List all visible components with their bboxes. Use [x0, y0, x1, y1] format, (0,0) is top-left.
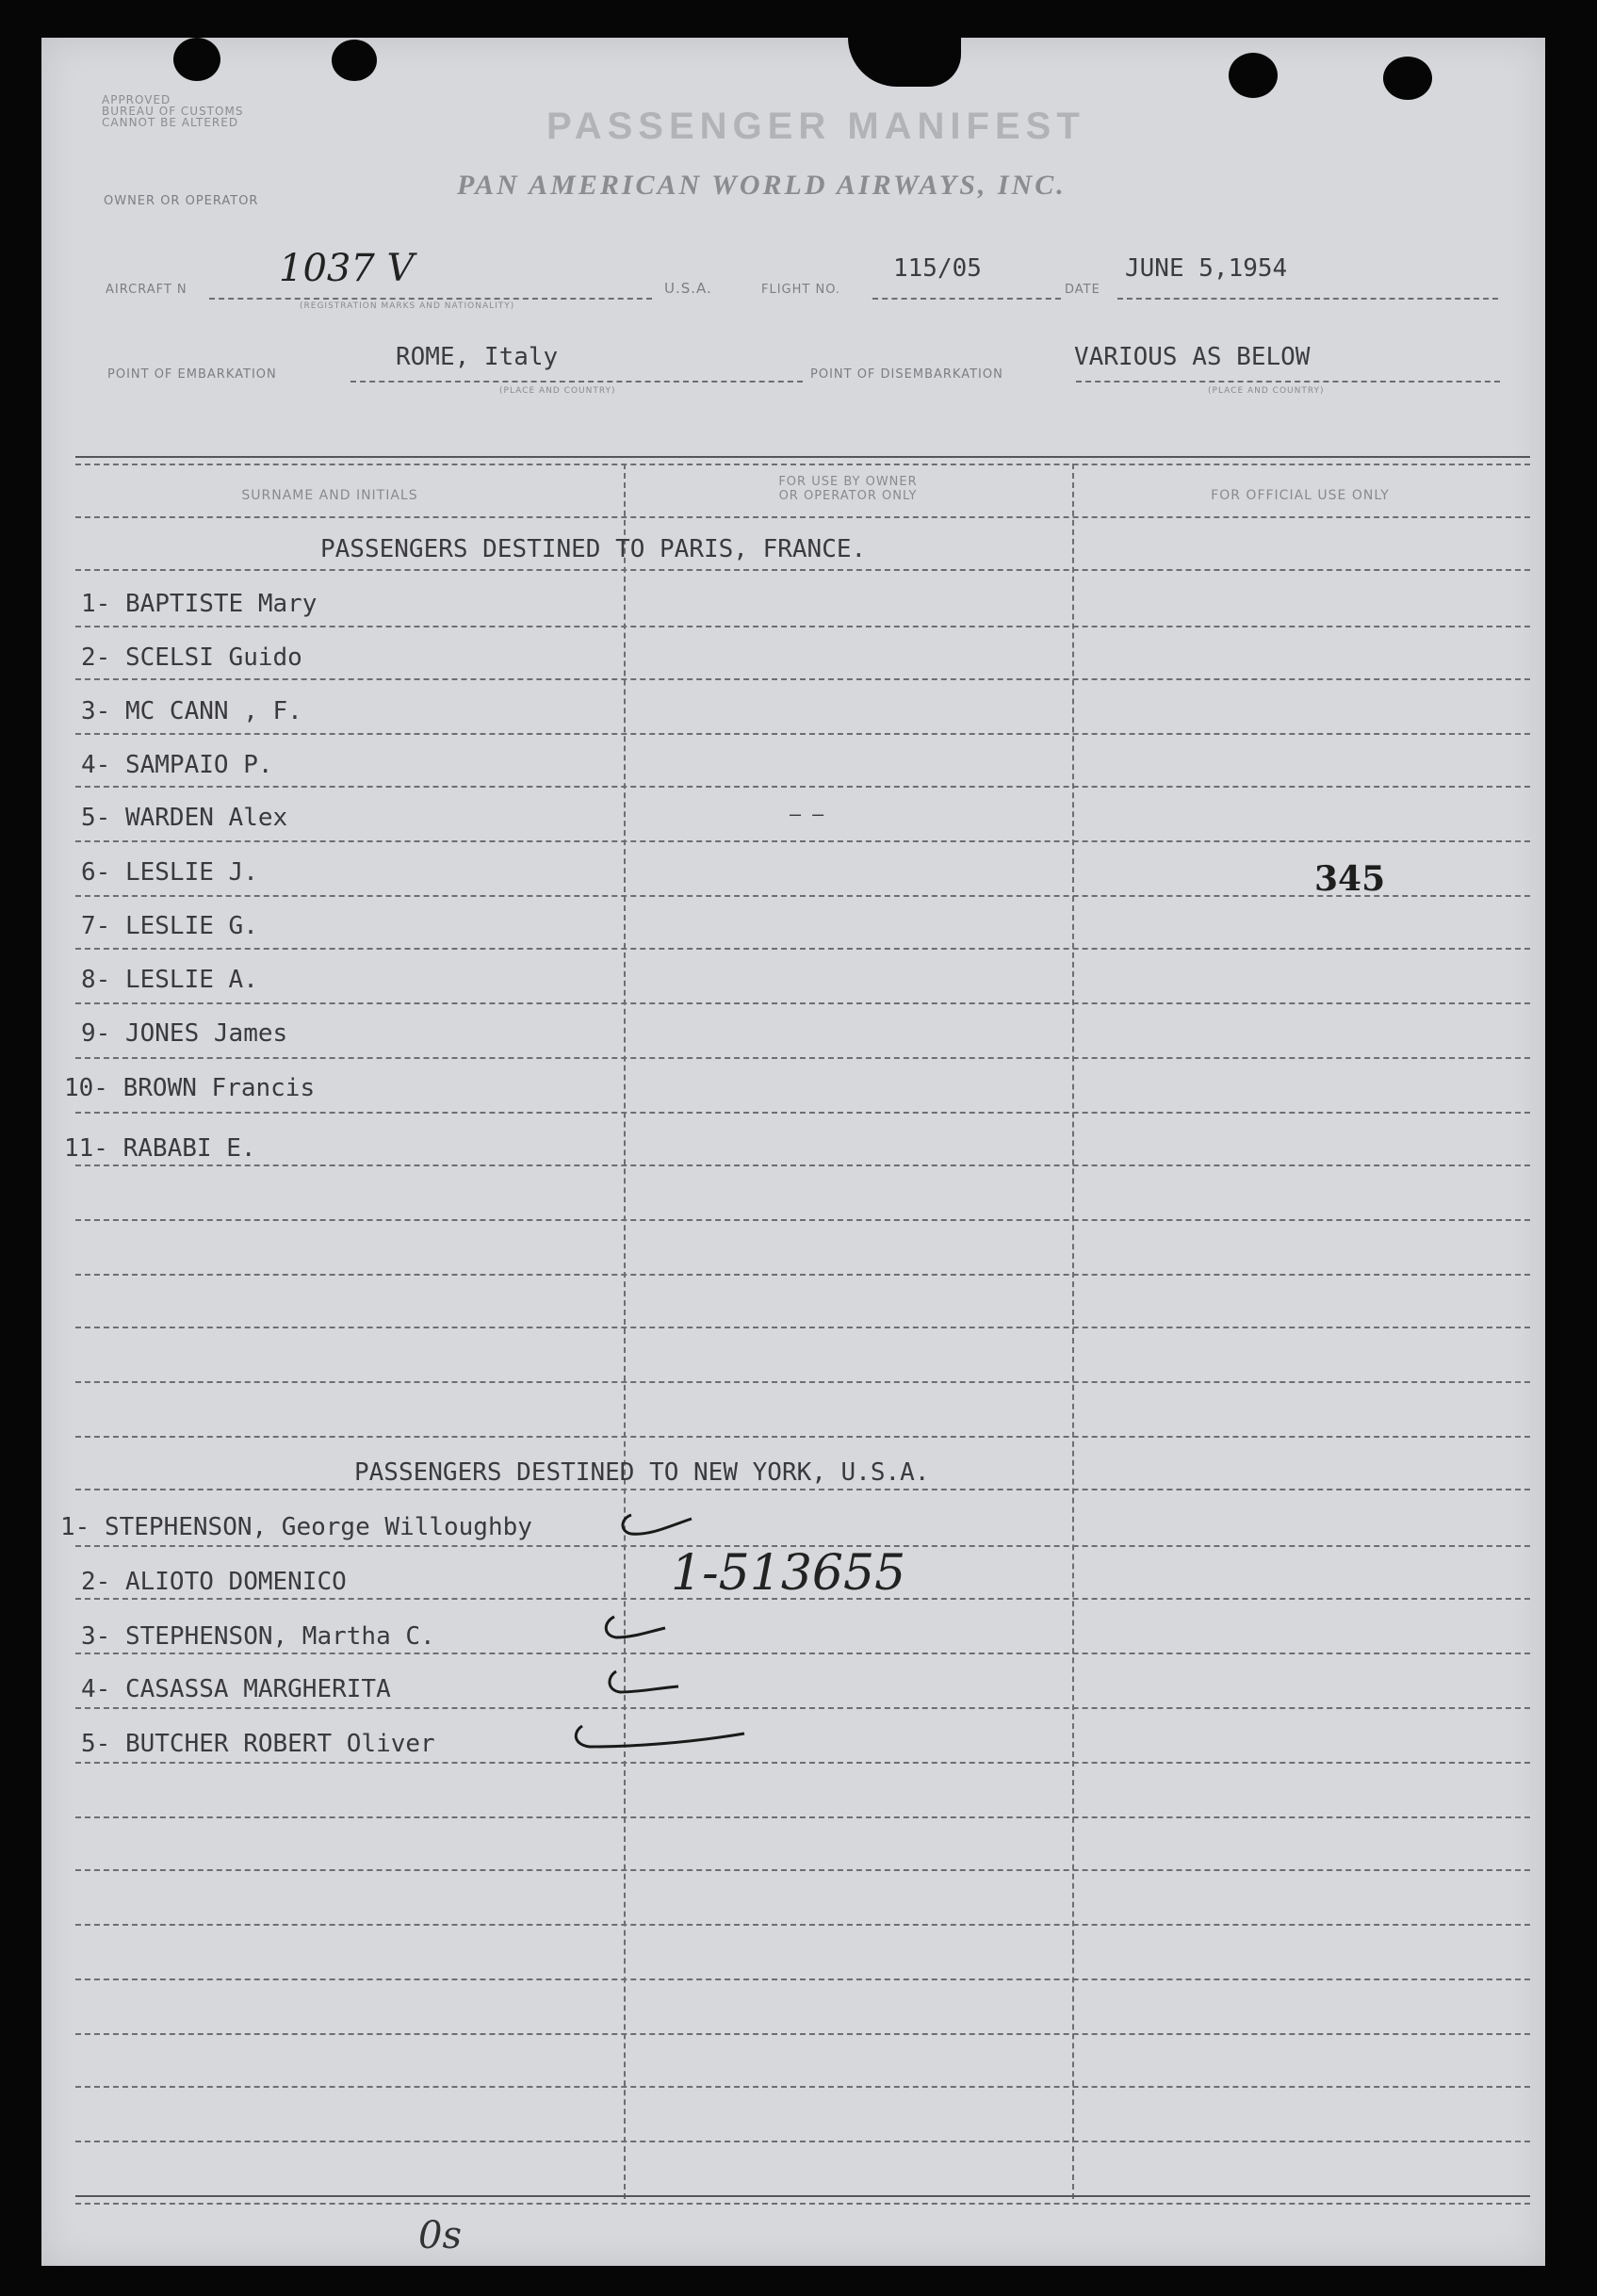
- disembark-label: POINT OF DISEMBARKATION: [810, 367, 1003, 382]
- row-number: 5-: [81, 804, 111, 832]
- official-number: 345: [1314, 859, 1386, 899]
- row-number: 10-: [64, 1074, 108, 1102]
- row-number: 8-: [81, 966, 111, 994]
- row-rule: [75, 1164, 1530, 1166]
- embark-value: ROME, Italy: [396, 343, 559, 371]
- passenger-row: [60, 1513, 532, 1541]
- disembark-place-note: (PLACE AND COUNTRY): [1208, 386, 1325, 396]
- column-divider-2: [1072, 464, 1074, 2199]
- row-rule: [75, 948, 1530, 950]
- row-number: 6-: [81, 858, 111, 887]
- row-rule: [75, 1707, 1530, 1709]
- passenger-name: BUTCHER ROBERT Oliver: [124, 1730, 435, 1758]
- col-owner-use: FOR USE BY OWNER OR OPERATOR ONLY: [778, 475, 918, 503]
- row-rule: [75, 1327, 1530, 1328]
- handwritten-number: 1-513655: [671, 1545, 906, 1602]
- row-rule: [75, 1112, 1530, 1114]
- passenger-row: [64, 1074, 315, 1102]
- column-divider-1: [624, 464, 626, 2199]
- registration-note: (REGISTRATION MARKS AND NATIONALITY): [300, 301, 515, 311]
- check-mark-icon: [599, 1666, 684, 1703]
- row-rule: [75, 1436, 1530, 1438]
- row-rule: [75, 1978, 1530, 1980]
- passenger-name: WARDEN Alex: [124, 804, 288, 832]
- passenger-name: LESLIE G.: [124, 912, 258, 940]
- row-rule: [75, 2086, 1530, 2088]
- row-rule: [75, 678, 1530, 680]
- passenger-name: STEPHENSON, George Willoughby: [104, 1513, 532, 1541]
- flight-label: FLIGHT NO.: [761, 283, 841, 297]
- aircraft-label: AIRCRAFT N: [106, 283, 187, 297]
- passenger-row: [81, 912, 258, 940]
- punch-hole: [332, 40, 377, 81]
- section-heading-paris: PASSENGERS DESTINED TO PARIS, FRANCE.: [320, 535, 867, 563]
- passenger-name: BAPTISTE Mary: [124, 590, 318, 618]
- embark-label: POINT OF EMBARKATION: [107, 367, 277, 382]
- passenger-row: [81, 1730, 435, 1758]
- embark-underline: [350, 381, 803, 383]
- col-surname: SURNAME AND INITIALS: [241, 488, 418, 503]
- row-number: 5-: [81, 1730, 111, 1758]
- row-number: 4-: [81, 1675, 111, 1703]
- col-official: FOR OFFICIAL USE ONLY: [1211, 488, 1390, 503]
- disembark-value: VARIOUS AS BELOW: [1074, 343, 1311, 371]
- passenger-row: [81, 804, 287, 832]
- check-mark-icon: [595, 1611, 671, 1649]
- aircraft-value: 1037 V: [279, 247, 415, 290]
- passenger-name: SAMPAIO P.: [124, 751, 273, 779]
- bottom-mark: 0s: [418, 2214, 462, 2257]
- row-rule: [75, 1489, 1530, 1490]
- embark-place-note: (PLACE AND COUNTRY): [499, 386, 616, 396]
- row-rule: [75, 2141, 1530, 2142]
- flight-value: 115/05: [893, 254, 982, 283]
- passenger-row: [81, 697, 302, 725]
- owner-label: OWNER OR OPERATOR: [104, 194, 259, 208]
- row-rule: [75, 786, 1530, 788]
- passenger-row: [81, 751, 273, 779]
- approval-stamp: APPROVED BUREAU OF CUSTOMS CANNOT BE ALTERED: [102, 93, 244, 129]
- torn-corner: [848, 38, 961, 87]
- passenger-name: BROWN Francis: [122, 1074, 316, 1102]
- manifest-title: PASSENGER MANIFEST: [546, 106, 1085, 147]
- row-number: 2-: [81, 643, 111, 672]
- row-rule: [75, 1057, 1530, 1059]
- row-rule: [75, 569, 1530, 571]
- punch-hole: [173, 38, 220, 81]
- passenger-row: [64, 1134, 256, 1163]
- table-bottom-rule: [75, 2195, 1530, 2197]
- row-number: 3-: [81, 697, 111, 725]
- row-rule: [75, 733, 1530, 735]
- passenger-row: [81, 1019, 287, 1048]
- passenger-row: [81, 1622, 435, 1651]
- row-number: 2-: [81, 1568, 111, 1596]
- row-rule: [75, 2033, 1530, 2035]
- dash-mark: — —: [790, 803, 824, 825]
- passenger-name: CASASSA MARGHERITA: [124, 1675, 391, 1703]
- passenger-row: [81, 858, 258, 887]
- date-label: DATE: [1065, 283, 1100, 297]
- header-rule: [75, 516, 1530, 518]
- table-top-rule: [75, 456, 1530, 458]
- row-rule: [75, 1381, 1530, 1383]
- row-rule: [75, 1274, 1530, 1276]
- row-number: 9-: [81, 1019, 111, 1048]
- passenger-row: [81, 643, 302, 672]
- passenger-name: MC CANN , F.: [124, 697, 302, 725]
- row-rule: [75, 1653, 1530, 1654]
- passenger-name: ALIOTO DOMENICO: [124, 1568, 347, 1596]
- row-rule: [75, 1002, 1530, 1004]
- punch-hole: [1229, 53, 1278, 98]
- row-rule: [75, 1869, 1530, 1871]
- row-number: 7-: [81, 912, 111, 940]
- row-rule: [75, 1816, 1530, 1818]
- passenger-row: [81, 1675, 391, 1703]
- punch-hole: [1383, 57, 1432, 100]
- passenger-name: SCELSI Guido: [124, 643, 302, 672]
- row-number: 1-: [81, 590, 111, 618]
- row-rule: [75, 1762, 1530, 1764]
- passenger-name: LESLIE J.: [124, 858, 258, 887]
- row-number: 1-: [60, 1513, 90, 1541]
- passenger-name: RABABI E.: [122, 1134, 256, 1163]
- row-number: 11-: [64, 1134, 108, 1163]
- date-underline: [1117, 298, 1498, 300]
- row-number: 4-: [81, 751, 111, 779]
- aircraft-underline: [209, 298, 652, 300]
- date-value: JUNE 5,1954: [1125, 254, 1288, 283]
- section-heading-newyork: PASSENGERS DESTINED TO NEW YORK, U.S.A.: [354, 1458, 930, 1487]
- row-rule: [75, 1924, 1530, 1926]
- owner-value: PAN AMERICAN WORLD AIRWAYS, INC.: [457, 170, 1067, 201]
- passenger-name: LESLIE A.: [124, 966, 258, 994]
- row-rule: [75, 840, 1530, 842]
- table-top-rule-2: [75, 464, 1530, 465]
- passenger-row: [81, 590, 317, 618]
- check-mark-icon: [612, 1507, 697, 1545]
- passenger-row: [81, 966, 258, 994]
- usa-label: U.S.A.: [664, 280, 712, 297]
- passenger-name: STEPHENSON, Martha C.: [124, 1622, 435, 1651]
- flight-underline: [872, 298, 1061, 300]
- table-bottom-rule-2: [75, 2203, 1530, 2205]
- check-mark-icon: [565, 1720, 754, 1758]
- disembark-underline: [1076, 381, 1500, 383]
- row-rule: [75, 895, 1530, 897]
- row-number: 3-: [81, 1622, 111, 1651]
- row-rule: [75, 1219, 1530, 1221]
- passenger-name: JONES James: [124, 1019, 288, 1048]
- passenger-row: [81, 1568, 347, 1596]
- row-rule: [75, 626, 1530, 627]
